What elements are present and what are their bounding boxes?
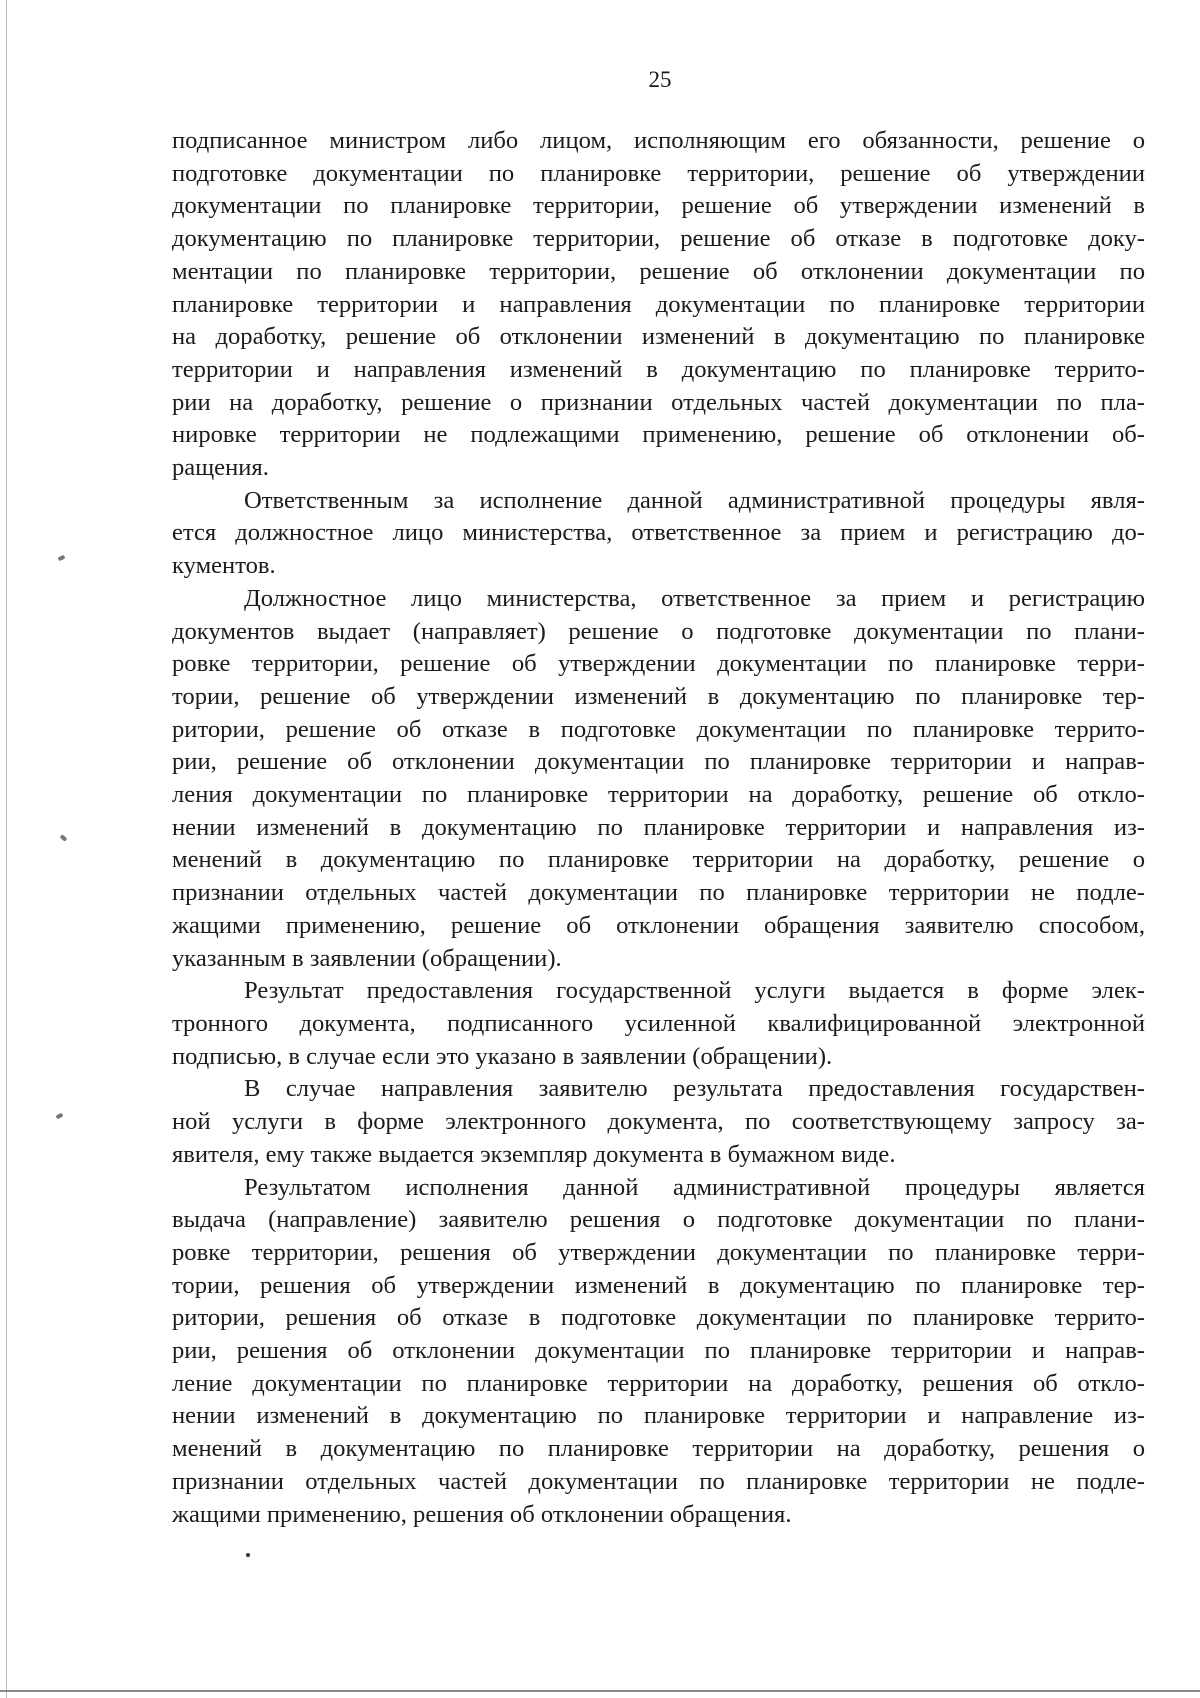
scan-speck xyxy=(60,834,68,842)
text-line: явителя, ему также выдается экземпляр документа в бумажном виде. xyxy=(172,1140,896,1168)
text-line: рии, решение об отклонении документации по планировке территории и направ- xyxy=(172,748,1145,776)
page-number: 25 xyxy=(648,67,672,92)
text-line: ется должностное лицо министерства, ответственное за прием и регистрацию до- xyxy=(172,519,1145,547)
paragraph-5 xyxy=(172,1073,1145,1171)
text-line: тории, решение об утверждении изменений в документацию по планировке тер- xyxy=(172,682,1145,710)
paragraph-4 xyxy=(172,975,1145,1073)
stray-mark xyxy=(246,1553,250,1557)
paragraph-3 xyxy=(172,583,1145,975)
text-line: нении изменений в документацию по планировке территории и направление из- xyxy=(172,1402,1145,1430)
text-line: В случае направления заявителю результата предоставления государствен- xyxy=(244,1075,1145,1103)
text-line: планировке территории и направления документации по планировке территории xyxy=(172,290,1145,318)
text-line: тронного документа, подписанного усиленной квалифицированной электронной xyxy=(172,1009,1145,1037)
text-line: Должностное лицо министерства, ответственное за прием и регистрацию xyxy=(244,584,1145,612)
text-line: тории, решения об утверждении изменений в документацию по планировке тер- xyxy=(172,1271,1145,1299)
document-body xyxy=(172,125,1145,1531)
text-line: подготовке документации по планировке территории, решение об утверждении xyxy=(172,159,1145,187)
text-line: кументов. xyxy=(172,552,276,580)
text-line: признании отдельных частей документации по планировке территории не подле- xyxy=(172,879,1145,907)
text-line: указанным в заявлении (обращении). xyxy=(172,944,562,972)
text-line: нении изменений в документацию по планировке территории и направления из- xyxy=(172,813,1145,841)
text-line: менений в документацию по планировке территории на доработку, решение о xyxy=(172,846,1145,874)
text-line: территории и направления изменений в документацию по планировке террито- xyxy=(172,355,1145,383)
text-line: ритории, решения об отказе в подготовке документации по планировке террито- xyxy=(172,1304,1145,1332)
text-line: Результат предоставления государственной услуги выдается в форме элек- xyxy=(244,977,1145,1005)
text-line: Ответственным за исполнение данной административной процедуры явля- xyxy=(244,486,1145,514)
text-line: выдача (направление) заявителю решения о подготовке документации по плани- xyxy=(172,1206,1145,1234)
text-line: ровке территории, решения об утверждении документации по планировке терри- xyxy=(172,1238,1145,1266)
scan-left-edge xyxy=(6,0,7,1698)
paragraph-1 xyxy=(172,125,1145,485)
paragraph-2 xyxy=(172,485,1145,583)
text-line: ритории, решение об отказе в подготовке документации по планировке террито- xyxy=(172,715,1145,743)
scan-speck xyxy=(57,555,65,562)
text-line: рии, решения об отклонении документации по планировке территории и направ- xyxy=(172,1337,1145,1365)
text-line: признании отдельных частей документации по планировке территории не подле- xyxy=(172,1467,1145,1495)
text-line: ление документации по планировке территории на доработку, решения об откло- xyxy=(172,1369,1145,1397)
text-line: ментации по планировке территории, решение об отклонении документации по xyxy=(172,257,1145,285)
text-line: документов выдает (направляет) решение о подготовке документации по плани- xyxy=(172,617,1145,645)
scan-speck xyxy=(55,1113,63,1120)
text-line: менений в документацию по планировке территории на доработку, решения о xyxy=(172,1435,1145,1463)
text-line: нировке территории не подлежащими применению, решение об отклонении об- xyxy=(172,421,1145,449)
text-line: ной услуги в форме электронного документа, по соответствующему запросу за- xyxy=(172,1108,1145,1136)
text-line: жащими применению, решения об отклонении обращения. xyxy=(172,1500,792,1528)
text-line: на доработку, решение об отклонении изменений в документацию по планировке xyxy=(172,323,1145,351)
scan-bottom-edge xyxy=(0,1690,1200,1692)
text-line: ления документации по планировке территории на доработку, решение об откло- xyxy=(172,781,1145,809)
text-line: Результатом исполнения данной административной процедуры является xyxy=(244,1173,1145,1201)
text-line: ращения. xyxy=(172,454,269,482)
text-line: документацию по планировке территории, решение об отказе в подготовке доку- xyxy=(172,225,1145,253)
text-line: подписью, в случае если это указано в заявлении (обращении). xyxy=(172,1042,833,1070)
text-line: ровке территории, решение об утверждении документации по планировке терри- xyxy=(172,650,1145,678)
text-line: документации по планировке территории, решение об утверждении изменений в xyxy=(172,192,1145,220)
paragraph-6 xyxy=(172,1172,1145,1532)
text-line: жащими применению, решение об отклонении обращения заявителю способом, xyxy=(172,911,1145,939)
text-line: рии на доработку, решение о признании отдельных частей документации по пла- xyxy=(172,388,1145,416)
text-line: подписанное министром либо лицом, исполняющим его обязанности, решение о xyxy=(172,127,1145,154)
